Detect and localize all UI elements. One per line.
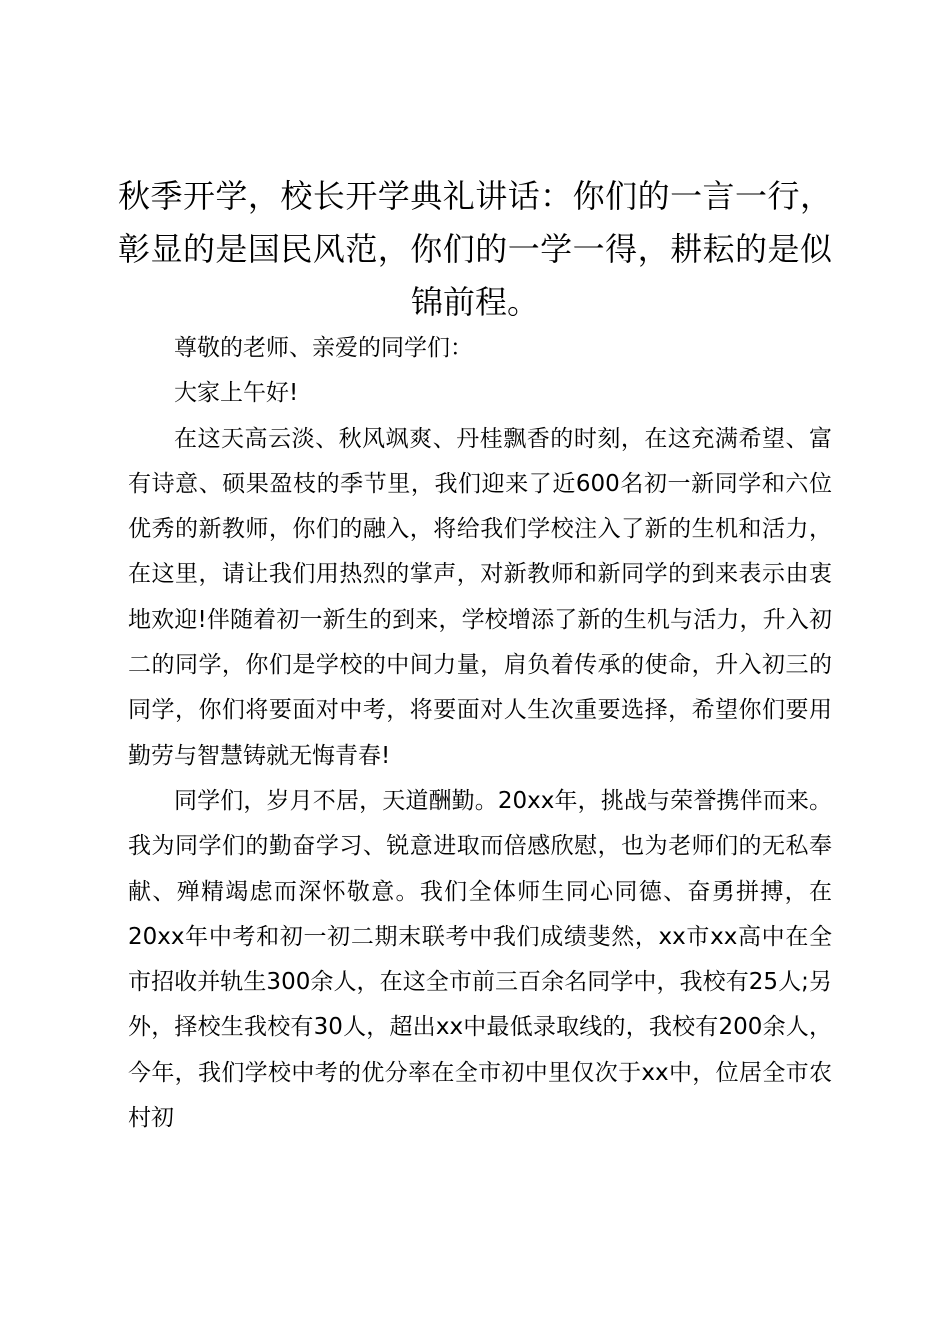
document-body: [128, 326, 832, 1141]
salutation-paragraph: 尊敬的老师、亲爱的同学们：: [174, 335, 473, 361]
greeting-paragraph: 大家上午好!: [174, 380, 299, 407]
achievement-paragraph: 同学们，岁月不居，天道酬勤。20xx年，挑战与荣誉携伴而来。我为同学们的勤奋学习、锐意进取而倍感欣慰，也为老师们的无私奉献、殚精竭虑而深怀敬意。我们全体师生同心同德、奋勇拼搏，在20xx年中考和初一初二期末联考中我们成绩斐然，xx市xx高中在全市招收并轨生300余人，在这全市前三百余名同学中，我校有25人;另外，择校生我校有30人，超出xx中最低录取线的，我校有200余人，今年，我们学校中考的优分率在全市初中里仅次于xx中，位居全市农村初: [128, 787, 832, 1132]
welcome-paragraph: 在这天高云淡、秋风飒爽、丹桂飘香的时刻，在这充满希望、富有诗意、硕果盈枝的季节里，我们迎来了近600名初一新同学和六位优秀的新教师，你们的融入，将给我们学校注入了新的生机和活力，在这里，请让我们用热烈的掌声，对新教师和新同学的到来表示由衷地欢迎!伴随着初一新生的到来，学校增添了新的生机与活力，升入初二的同学，你们是学校的中间力量，肩负着传承的使命，升入初三的同学，你们将要面对中考，将要面对人生次重要选择，希望你们要用勤劳与智慧铸就无悔青春!: [128, 425, 832, 769]
document-title: 秋季开学，校长开学典礼讲话：你们的一言一行，彰显的是国民风范，你们的一学一得，耕耘的是似锦前程。: [118, 177, 832, 321]
